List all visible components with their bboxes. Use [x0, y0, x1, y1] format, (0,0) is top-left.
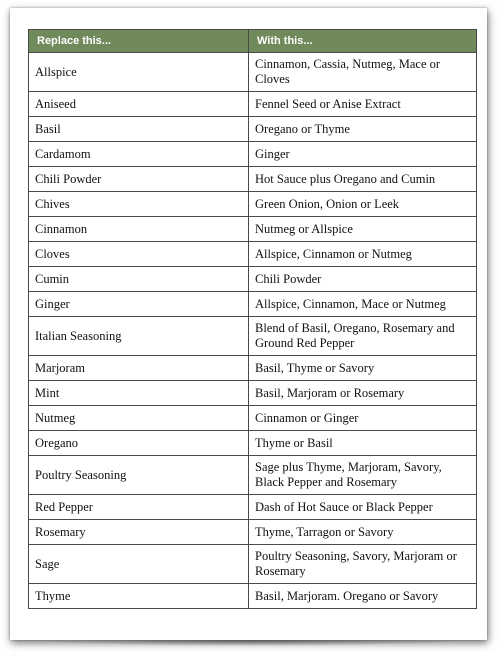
- substitute-cell: Poultry Seasoning, Savory, Marjoram or Rosemary: [249, 545, 477, 584]
- table-row: [29, 292, 477, 317]
- table-header-row: [29, 30, 477, 53]
- spice-cell: Chili Powder: [29, 167, 249, 192]
- spice-cell: Cardamom: [29, 142, 249, 167]
- spice-cell: Sage: [29, 545, 249, 584]
- substitute-cell: Fennel Seed or Anise Extract: [249, 92, 477, 117]
- header-replace-this: Replace this...: [29, 30, 249, 53]
- table-row: [29, 317, 477, 356]
- table-row: [29, 117, 477, 142]
- table-row: [29, 520, 477, 545]
- spice-cell: Cinnamon: [29, 217, 249, 242]
- substitute-cell: Cinnamon or Ginger: [249, 406, 477, 431]
- table-row: [29, 267, 477, 292]
- table-row: [29, 142, 477, 167]
- substitute-cell: Thyme, Tarragon or Savory: [249, 520, 477, 545]
- spice-cell: Aniseed: [29, 92, 249, 117]
- substitute-cell: Allspice, Cinnamon, Mace or Nutmeg: [249, 292, 477, 317]
- substitute-cell: Basil, Marjoram or Rosemary: [249, 381, 477, 406]
- header-with-this: With this...: [249, 30, 477, 53]
- table-row: [29, 356, 477, 381]
- substitute-cell: Basil, Thyme or Savory: [249, 356, 477, 381]
- spice-cell: Thyme: [29, 584, 249, 609]
- table-row: [29, 456, 477, 495]
- substitute-cell: Dash of Hot Sauce or Black Pepper: [249, 495, 477, 520]
- substitute-cell: Basil, Marjoram. Oregano or Savory: [249, 584, 477, 609]
- substitute-cell: Hot Sauce plus Oregano and Cumin: [249, 167, 477, 192]
- spice-cell: Cumin: [29, 267, 249, 292]
- substitute-cell: Blend of Basil, Oregano, Rosemary and Ground Red Pepper: [249, 317, 477, 356]
- spice-cell: Italian Seasoning: [29, 317, 249, 356]
- table-row: [29, 92, 477, 117]
- spice-cell: Red Pepper: [29, 495, 249, 520]
- substitute-cell: Chili Powder: [249, 267, 477, 292]
- spice-cell: Oregano: [29, 431, 249, 456]
- substitute-cell: Green Onion, Onion or Leek: [249, 192, 477, 217]
- spice-cell: Chives: [29, 192, 249, 217]
- substitute-cell: Allspice, Cinnamon or Nutmeg: [249, 242, 477, 267]
- table-row: [29, 431, 477, 456]
- spice-cell: Allspice: [29, 53, 249, 92]
- table-row: [29, 545, 477, 584]
- table-row: [29, 53, 477, 92]
- table-row: [29, 381, 477, 406]
- substitute-cell: Sage plus Thyme, Marjoram, Savory, Black Pepper and Rosemary: [249, 456, 477, 495]
- substitute-cell: Oregano or Thyme: [249, 117, 477, 142]
- table-row: [29, 584, 477, 609]
- spice-cell: Nutmeg: [29, 406, 249, 431]
- document-page: [10, 8, 487, 640]
- spice-cell: Mint: [29, 381, 249, 406]
- substitute-cell: Nutmeg or Allspice: [249, 217, 477, 242]
- spice-cell: Marjoram: [29, 356, 249, 381]
- substitute-cell: Ginger: [249, 142, 477, 167]
- spice-substitution-table: [28, 29, 477, 609]
- spice-cell: Ginger: [29, 292, 249, 317]
- table-row: [29, 495, 477, 520]
- table-row: [29, 406, 477, 431]
- substitute-cell: Cinnamon, Cassia, Nutmeg, Mace or Cloves: [249, 53, 477, 92]
- spice-cell: Rosemary: [29, 520, 249, 545]
- substitute-cell: Thyme or Basil: [249, 431, 477, 456]
- spice-cell: Basil: [29, 117, 249, 142]
- table-row: [29, 192, 477, 217]
- table-row: [29, 217, 477, 242]
- spice-cell: Poultry Seasoning: [29, 456, 249, 495]
- table-row: [29, 167, 477, 192]
- spice-cell: Cloves: [29, 242, 249, 267]
- table-row: [29, 242, 477, 267]
